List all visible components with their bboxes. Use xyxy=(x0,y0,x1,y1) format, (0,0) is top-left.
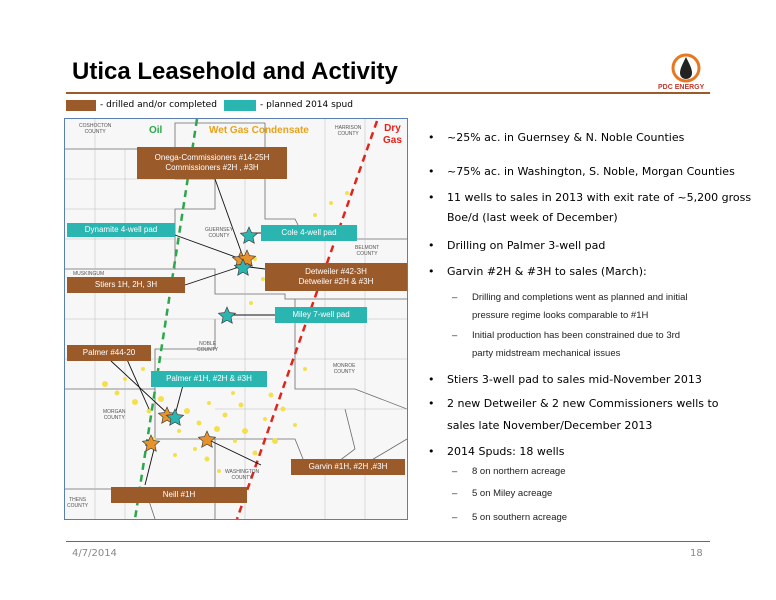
county-label-athens: THENS COUNTY xyxy=(67,497,89,509)
acreage-map xyxy=(64,118,408,520)
bullet-glyph: • xyxy=(428,373,435,386)
legend-planned-swatch xyxy=(224,100,256,111)
cole-star-icon xyxy=(240,227,257,243)
bullet-text: Boe/d (last week of December) xyxy=(447,211,618,224)
pad-label-miley: Miley 7-well pad xyxy=(275,307,367,323)
sub-bullet-text: 5 on Miley acreage xyxy=(472,488,553,499)
pad-label-palmer1h: Palmer #1H, #2H & #3H xyxy=(151,371,267,387)
sub-bullet-text: 8 on northern acreage xyxy=(472,466,566,477)
garvin-star-icon xyxy=(198,431,215,447)
bullet-text: ~75% ac. in Washington, S. Noble, Morgan Counties xyxy=(447,165,735,178)
zone-label-oil: Oil xyxy=(149,125,163,136)
footer-divider xyxy=(66,541,710,542)
logo-wordmark: PDC ENERGY xyxy=(658,84,705,91)
pad-label-stiers: Stiers 1H, 2H, 3H xyxy=(67,277,185,293)
bullet-glyph: • xyxy=(428,445,435,458)
well-pad-stars xyxy=(142,227,257,451)
dash-glyph: – xyxy=(452,512,458,523)
pad-label-dynamite: Dynamite 4-well pad xyxy=(67,223,175,237)
pad-label-onega: Onega-Commissioners #14-25H Commissioners #2H , #3H xyxy=(137,147,287,179)
sub-bullet-text: 5 on southern acreage xyxy=(472,512,568,523)
county-label-muskingum: MUSKINGUM xyxy=(73,271,105,277)
pad-label-garvin: Garvin #1H, #2H ,#3H xyxy=(291,459,405,475)
miley-star-icon xyxy=(218,307,235,323)
zone-label-wet-gas: Wet Gas Condensate xyxy=(209,125,309,136)
title-divider xyxy=(66,92,710,94)
bullet-text: 2014 Spuds: 18 wells xyxy=(447,445,565,458)
bullet-text: Garvin #2H & #3H to sales (March): xyxy=(447,265,647,278)
bullet-text: 2 new Detweiler & 2 new Commissioners wells to xyxy=(447,397,719,410)
bullet-text: ~25% ac. in Guernsey & N. Noble Counties xyxy=(447,131,685,144)
county-label-belmont: BELMONT COUNTY xyxy=(355,245,380,257)
bullet-text: Stiers 3-well pad to sales mid-November 2013 xyxy=(447,373,702,386)
pad-label-palmer44: Palmer #44-20 xyxy=(67,345,151,361)
dash-glyph: – xyxy=(452,330,458,341)
sub-bullet-text: pressure regime looks comparable to #1H xyxy=(472,310,649,321)
dash-glyph: – xyxy=(452,292,458,303)
county-label-harrison: HARRISON COUNTY xyxy=(335,125,362,137)
county-label-morgan: MORGAN COUNTY xyxy=(103,409,126,421)
legend-drilled-swatch xyxy=(66,100,96,111)
sub-bullet-text: party midstream mechanical issues xyxy=(472,348,621,359)
pad-label-detweiler: Detweiler #42-3H Detweiler #2H & #3H xyxy=(265,263,407,291)
sub-bullet-text: Drilling and completions went as planned and initial xyxy=(472,292,688,303)
legend-drilled-label: - drilled and/or completed xyxy=(100,100,217,110)
bullet-glyph: • xyxy=(428,397,435,410)
county-label-coshocton: COSHOCTON COUNTY xyxy=(79,123,112,135)
page-number: 18 xyxy=(690,548,703,559)
bullet-glyph: • xyxy=(428,265,435,278)
bullet-glyph: • xyxy=(428,165,435,178)
sub-bullet-text: Initial production has been constrained due to 3rd xyxy=(472,330,681,341)
county-label-monroe: MONROE COUNTY xyxy=(333,363,356,375)
page-title: Utica Leasehold and Activity xyxy=(72,58,398,85)
dash-glyph: – xyxy=(452,488,458,499)
pad-label-neill: Neill #1H xyxy=(111,487,247,503)
bullet-text: sales late November/December 2013 xyxy=(447,419,653,432)
legend-planned-label: - planned 2014 spud xyxy=(260,100,353,110)
bullet-glyph: • xyxy=(428,239,435,252)
zone-label-dry-gas: Dry Gas xyxy=(383,123,402,146)
bullet-text: 11 wells to sales in 2013 with exit rate of ~5,200 gross xyxy=(447,191,752,204)
footer-date: 4/7/2014 xyxy=(72,548,117,559)
pad-label-cole: Cole 4-well pad xyxy=(261,225,357,241)
neill-star-icon xyxy=(142,435,159,451)
bullet-glyph: • xyxy=(428,131,435,144)
county-label-guernsey: GUERNSEY COUNTY xyxy=(205,227,234,239)
county-label-noble: NOBLE COUNTY xyxy=(197,341,219,353)
county-label-washington: WASHINGTON COUNTY xyxy=(225,469,260,481)
dash-glyph: – xyxy=(452,466,458,477)
bullet-glyph: • xyxy=(428,191,435,204)
bullet-text: Drilling on Palmer 3-well pad xyxy=(447,239,606,252)
